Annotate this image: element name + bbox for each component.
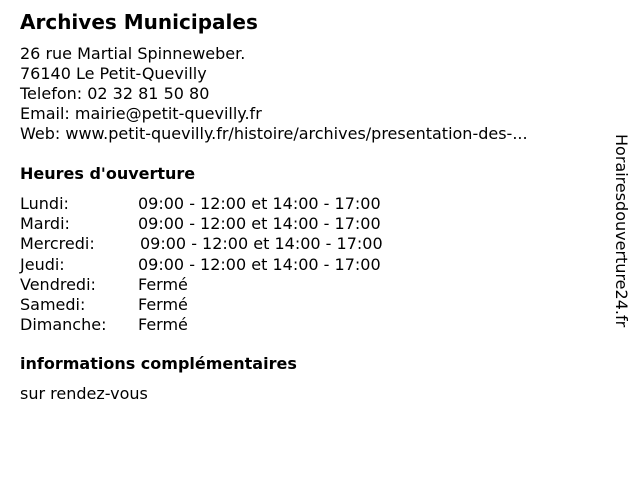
- hours-day: Vendredi:: [20, 274, 96, 294]
- hours-day: Mercredi:: [20, 234, 95, 254]
- address-street: 26 rue Martial Spinneweber.: [20, 44, 246, 63]
- page-title: Archives Municipales: [20, 10, 258, 34]
- phone-number: Telefon: 02 32 81 50 80: [20, 84, 210, 103]
- hours-day: Dimanche:: [20, 315, 107, 335]
- hours-day: Lundi:: [20, 194, 69, 213]
- address-city: 76140 Le Petit-Quevilly: [20, 64, 207, 83]
- opening-hours-heading: Heures d'ouverture: [20, 164, 196, 183]
- hours-time: 09:00 - 12:00 et 14:00 - 17:00: [138, 194, 381, 213]
- address-block: [20, 44, 528, 144]
- hours-time: 09:00 - 12:00 et 14:00 - 17:00: [138, 214, 381, 234]
- hours-time: 09:00 - 12:00 et 14:00 - 17:00: [140, 234, 383, 254]
- additional-info-text: sur rendez-vous: [20, 384, 148, 403]
- hours-time: 09:00 - 12:00 et 14:00 - 17:00: [138, 254, 381, 274]
- hours-time: Fermé: [138, 274, 188, 294]
- brand-watermark: Horairesdouverture24.fr: [612, 134, 631, 328]
- hours-day: Samedi:: [20, 294, 86, 314]
- email-address: Email: mairie@petit-quevilly.fr: [20, 104, 262, 123]
- website-url: Web: www.petit-quevilly.fr/histoire/archives/presentation-des-...: [20, 124, 528, 143]
- hours-day: Jeudi:: [20, 254, 65, 274]
- hours-time: Fermé: [138, 294, 188, 314]
- additional-info-heading: informations complémentaires: [20, 354, 297, 373]
- hours-day: Mardi:: [20, 214, 70, 234]
- hours-time: Fermé: [138, 315, 188, 335]
